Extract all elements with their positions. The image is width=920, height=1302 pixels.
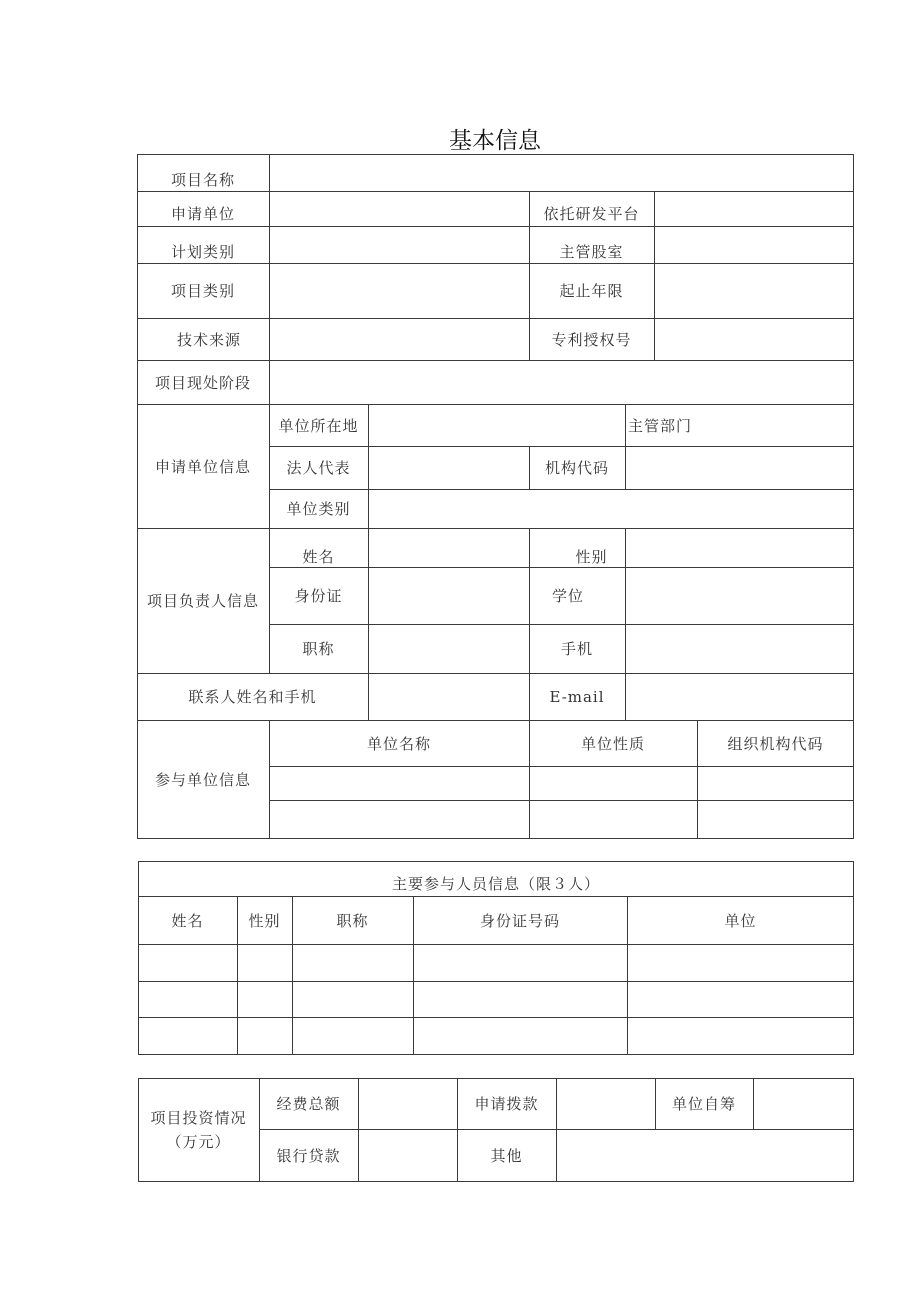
unit-name-header: 单位名称: [366, 734, 431, 753]
other-field[interactable]: [557, 1130, 853, 1181]
self-raised-field[interactable]: [754, 1079, 853, 1129]
project-stage-label: 项目现处阶段: [154, 373, 251, 392]
bank-loan-label: 银行贷款: [276, 1147, 341, 1165]
tech-source-field[interactable]: [270, 319, 529, 360]
period-field[interactable]: [655, 264, 853, 318]
platform-label: 依托研发平台: [543, 204, 640, 223]
period-label: 起止年限: [559, 282, 624, 300]
participant-unit-name-field[interactable]: [270, 801, 529, 838]
leader-degree-field[interactable]: [626, 568, 853, 624]
unit-nature-header: 单位性质: [580, 734, 645, 753]
project-name-field[interactable]: [270, 155, 853, 191]
applicant-unit-field[interactable]: [270, 192, 529, 226]
personnel-unit-header: 单位: [724, 911, 757, 930]
leader-info-label: 项目负责人信息: [146, 592, 259, 610]
page-title: 基本信息: [449, 128, 541, 154]
apply-fund-field[interactable]: [557, 1079, 655, 1129]
project-category-field[interactable]: [270, 264, 529, 318]
plan-category-field[interactable]: [270, 227, 529, 263]
participant-units-label: 参与单位信息: [154, 771, 251, 789]
leader-gender-field[interactable]: [626, 529, 853, 567]
leader-id-field[interactable]: [369, 568, 529, 624]
org-code-header: 组织机构代码: [727, 734, 824, 753]
org-code-label: 机构代码: [544, 459, 609, 477]
table-row[interactable]: [139, 1018, 853, 1054]
patent-no-label: 专利授权号: [551, 330, 632, 349]
unit-type-label: 单位类别: [286, 500, 351, 518]
leader-title-label: 职称: [302, 640, 335, 658]
total-fund-label: 经费总额: [276, 1095, 341, 1113]
participant-org-code-field[interactable]: [698, 767, 853, 800]
table-row[interactable]: [139, 982, 853, 1017]
leader-mobile-label: 手机: [560, 640, 593, 658]
participant-unit-nature-field[interactable]: [530, 801, 697, 838]
applicant-info-label: 申请单位信息: [154, 457, 251, 476]
personnel-title-header: 职称: [336, 911, 369, 930]
personnel-name-header: 姓名: [171, 911, 204, 930]
unit-location-field[interactable]: [369, 405, 625, 446]
participant-org-code-field[interactable]: [698, 801, 853, 838]
applicant-unit-label: 申请单位: [170, 204, 235, 223]
contact-label: 联系人姓名和手机: [188, 688, 317, 706]
supervising-section-field[interactable]: [655, 227, 853, 263]
platform-field[interactable]: [655, 192, 853, 226]
table-row[interactable]: [139, 945, 853, 981]
email-label: E-mail: [549, 687, 605, 706]
leader-mobile-field[interactable]: [626, 625, 853, 673]
investment-label: [138, 1078, 259, 1182]
unit-location-label: 单位所在地: [278, 416, 359, 435]
legal-rep-label: 法人代表: [286, 459, 351, 477]
other-label: 其他: [490, 1147, 523, 1165]
personnel-gender-header: 性别: [248, 911, 281, 930]
project-name-label: 项目名称: [170, 170, 235, 189]
total-fund-field[interactable]: [359, 1079, 457, 1129]
project-category-label: 项目类别: [170, 282, 235, 300]
personnel-title: 主要参与人员信息（限３人）: [391, 875, 600, 893]
bank-loan-field[interactable]: [359, 1130, 457, 1181]
plan-category-label: 计划类别: [170, 242, 235, 261]
patent-no-field[interactable]: [655, 319, 853, 360]
unit-type-field[interactable]: [369, 490, 853, 528]
department-label: 主管部门: [628, 416, 693, 435]
legal-rep-field[interactable]: [369, 447, 529, 489]
tech-source-label: 技术来源: [176, 330, 241, 349]
leader-degree-label: 学位: [551, 587, 584, 605]
leader-gender-label: 性别: [575, 547, 608, 566]
supervising-section-label: 主管股室: [559, 242, 624, 261]
org-code-field[interactable]: [626, 447, 853, 489]
leader-id-label: 身份证: [294, 587, 343, 605]
investment-label-line2: （万元）: [166, 1133, 231, 1151]
project-stage-field[interactable]: [270, 361, 853, 404]
contact-field[interactable]: [369, 674, 529, 720]
email-field[interactable]: [626, 674, 853, 720]
personnel-id-header: 身份证号码: [479, 911, 560, 930]
apply-fund-label: 申请拨款: [474, 1095, 539, 1113]
leader-name-label: 姓名: [302, 547, 335, 566]
self-raised-label: 单位自筹: [671, 1095, 736, 1113]
leader-title-field[interactable]: [369, 625, 529, 673]
investment-label-line1: 项目投资情况: [150, 1109, 247, 1127]
participant-unit-name-field[interactable]: [270, 767, 529, 800]
leader-name-field[interactable]: [369, 529, 529, 567]
participant-unit-nature-field[interactable]: [530, 767, 697, 800]
